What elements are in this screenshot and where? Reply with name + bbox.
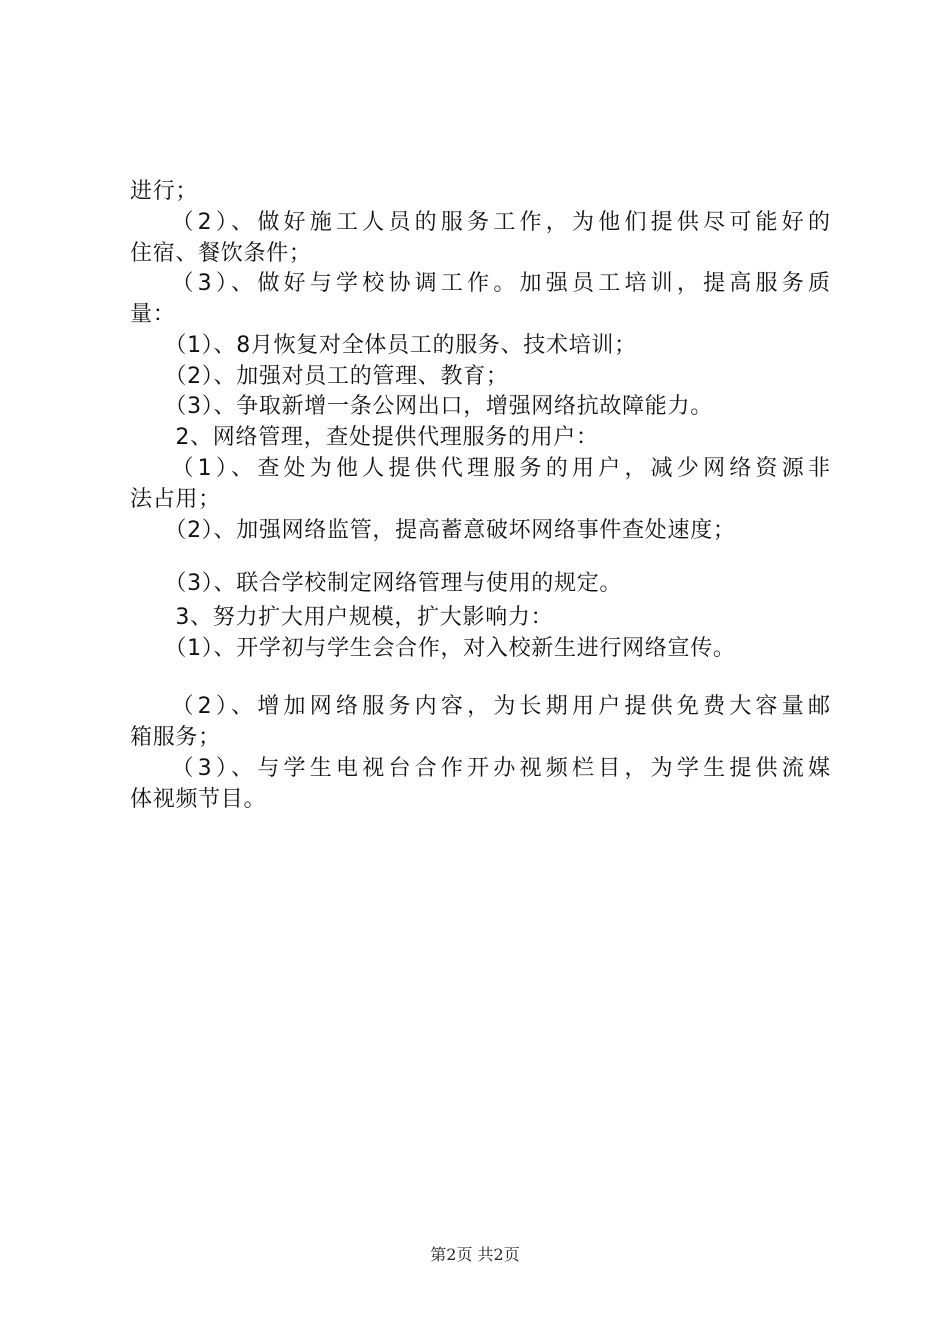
text-line: （2）、加强网络监管，提高蓄意破坏网络事件查处速度； bbox=[130, 518, 736, 543]
text-line: 体视频节目。 bbox=[130, 787, 267, 812]
text-line: 箱服务； bbox=[130, 725, 221, 750]
text-line: （1）、查处为他人提供代理服务的用户，减少网络资源非 bbox=[130, 456, 830, 481]
text-line: 3、努力扩大用户规模，扩大影响力： bbox=[130, 605, 554, 630]
text-line: （3）、做好与学校协调工作。加强员工培训，提高服务质 bbox=[130, 271, 830, 296]
text-line: 进行； bbox=[130, 179, 199, 204]
text-line: （3）、与学生电视台合作开办视频栏目，为学生提供流媒 bbox=[130, 756, 830, 781]
text-line: （2）、增加网络服务内容，为长期用户提供免费大容量邮 bbox=[130, 694, 830, 719]
text-line: （2）、做好施工人员的服务工作，为他们提供尽可能好的 bbox=[130, 210, 830, 235]
text-line: （3）、争取新增一条公网出口，增强网络抗故障能力。 bbox=[130, 394, 713, 419]
text-line: （3）、联合学校制定网络管理与使用的规定。 bbox=[130, 571, 623, 596]
page-number-footer: 第2页 共2页 bbox=[430, 1245, 520, 1264]
text-line: 量： bbox=[130, 302, 176, 327]
text-line: （2）、加强对员工的管理、教育； bbox=[130, 364, 509, 389]
text-line: 2、网络管理，查处提供代理服务的用户： bbox=[130, 425, 599, 450]
text-line: 住宿、餐饮条件； bbox=[130, 241, 312, 266]
text-line: （1）、8月恢复对全体员工的服务、技术培训； bbox=[130, 333, 637, 358]
text-line: 法占用； bbox=[130, 487, 221, 512]
text-line: （1）、开学初与学生会合作，对入校新生进行网络宣传。 bbox=[130, 636, 736, 661]
